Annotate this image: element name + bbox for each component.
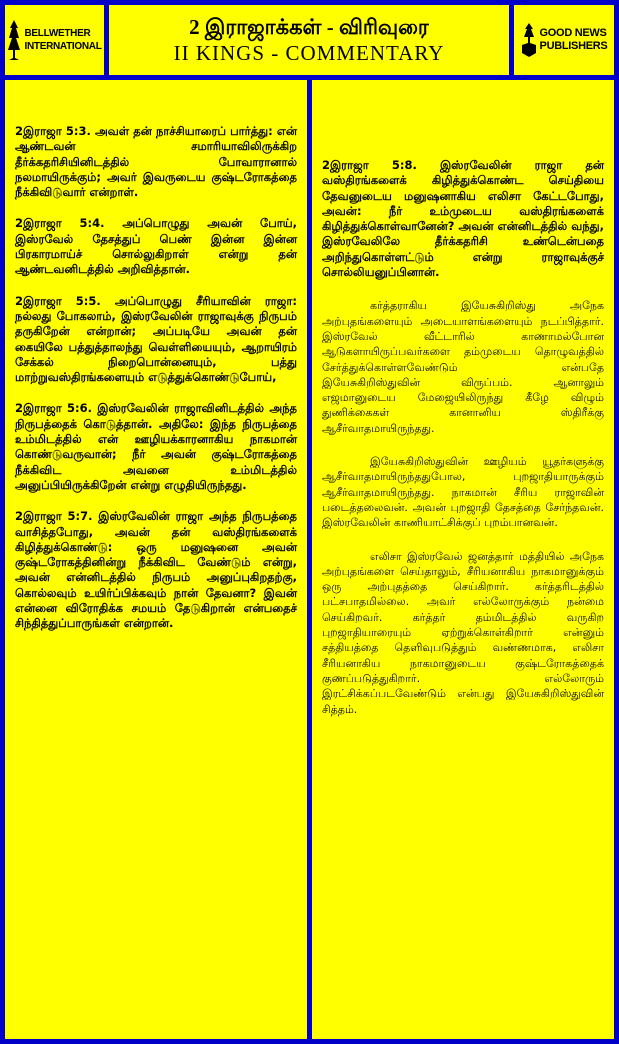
commentary-paragraph-2: இயேசுகிறிஸ்துவின் ஊழியம் யூதர்களுக்கு ஆசீர்வாதமாயிருந்ததுபோல, புறஜாதியாருக்கும் ஆசீர்வாதமாயிருந்தது. நாகமான் சீரிய ராஜாவின் படைத்தலைவன். அவன் புறஜாதி தேசத்தை சேர்ந்தவன். இஸ்ரவேலின் காணியாட்சிக்குப் புறம்பானவன். — [322, 455, 604, 530]
left-logo-line-2: INTERNATIONAL — [24, 41, 102, 52]
left-column — [5, 80, 307, 1039]
left-logo-line-1: BELLWETHER — [24, 28, 91, 39]
right-column — [312, 80, 614, 1039]
left-logo-box — [5, 5, 104, 75]
commentary-paragraph-1: கர்த்தராகிய இயேசுகிறிஸ்து அநேக அற்புதங்களையும் அடையாளங்களையும் நடப்பித்தார். இஸ்ரவேல் வீட்டாரில் காணாமல்போன ஆடுகளாயிருப்பவர்களை தம்முடைய தொழுவத்தில் சேர்த்துக்கொள்ளவேண்டும் என்பதே இயேசுகிறிஸ்துவின் விருப்பம். ஆனாலும் எஜமானுடைய மேஜையிலிருந்து கீழே விழும் துணிக்கைகள் கானானிய ஸ்திரீக்கு ஆசீர்வாதமாயிருந்தது. — [322, 299, 604, 435]
good-news-logo — [521, 23, 608, 57]
commentary-paragraph-3: எலிசா இஸ்ரவேல் ஜனத்தார் மத்தியில் அநேக அற்புதங்களை செய்தாலும், சீரியனாகிய நாகமானுக்கும் ஒரு அற்புதத்தை செய்கிறார். கர்த்தரிடத்தில் பட்சபாதமில்லை. அவர் எல்லோருக்கும் நன்மை செய்கிறவர். கர்த்தர் தம்மிடத்தில் வருகிற புறஜாதியாரையும் ஏற்றுக்கொள்கிறார் என்னும் சத்தியத்தை தெளிவுபடுத்தும் வண்ணமாக, எலிசா சீரியனாகிய நாகமானுடைய குஷ்டரோகத்தைக் குணப்படுத்துகிறார். எல்லோரும் இரட்சிக்கப்படவேண்டும் என்பது இயேசுகிறிஸ்துவின் சித்தம். — [322, 549, 604, 716]
verse-5-8: 2இராஜா 5:8. இஸ்ரவேலின் ராஜா தன் வஸ்திரங்களைக் கிழித்துக்கொண்ட செய்தியை தேவனுடைய மனுஷனாகிய எலிசா கேட்டபோது, அவன்: நீர் உம்முடைய வஸ்திரங்களைக் கிழித்துக்கொள்வானேன்? அவன் என்னிடத்தில் வந்து, இஸ்ரவேலிலே தீர்க்கதரிசி உண்டென்பதை அறிந்துகொள்ளட்டும் என்று ராஜாவுக்குச் சொல்லியனுப்பினான். — [322, 158, 604, 280]
right-logo-line-2: PUBLISHERS — [539, 40, 608, 52]
right-logo-line-1: GOOD NEWS — [539, 27, 607, 39]
title-english: II KINGS - COMMENTARY — [173, 41, 445, 65]
verse-5-7: 2இராஜா 5:7. இஸ்ரவேலின் ராஜா அந்த நிருபத்தை வாசித்தபோது, அவன் தன் வஸ்திரங்களைக் கிழித்துக்கொண்டு: ஒரு மனுஷனை அவன் குஷ்டரோகத்தினின்று நீக்கிவிட வேண்டும் என்று, அவன் என்னிடத்தில் நிருபம் அனுப்புகிறதற்கு, கொல்லவும் உயிர்ப்பிக்கவும் நான் தேவனா? இவன் என்னை விரோதிக்க சமயம் தேடுகிறான் என்பதைச் சிந்தித்துப்பாருங்கள் என்றான். — [15, 509, 297, 631]
verse-5-6: 2இராஜா 5:6. இஸ்ரவேலின் ராஜாவினிடத்தில் அந்த நிருபத்தைக் கொடுத்தான். அதிலே: இந்த நிருபத்தை உம்மிடத்தில் என் ஊழியக்காரனாகிய நாகமான் கொண்டுவருவான்; நீர் அவன் குஷ்டரோகத்தை நீக்கிவிட அவனை உம்மிடத்தில் அனுப்பியிருக்கிறேன் என்று எழுதியிருந்தது. — [15, 401, 297, 492]
verse-5-3: 2இராஜா 5:3. அவள் தன் நாச்சியாரைப் பார்த்து: என் ஆண்டவன் சமாரியாவிலிருக்கிற தீர்க்கதரிசியினிடத்தில் போவாரானால் நலமாயிருக்கும்; அவர் இவருடைய குஷ்டரோகத்தை நீக்கிவிடுவார் என்றாள். — [15, 124, 297, 200]
title-tamil: 2 இராஜாக்கள் - விரிவுரை — [189, 15, 429, 39]
bellwether-logo — [7, 20, 101, 60]
right-logo-box — [514, 5, 614, 75]
verse-5-4: 2இராஜா 5:4. அப்பொழுது அவன் போய், இஸ்ரவேல் தேசத்துப் பெண் இன்ன இன்ன பிரகாரமாய்ச் சொல்லுகிறாள் என்று தன் ஆண்டவனிடத்தில் அறிவித்தான். — [15, 216, 297, 277]
bellwether-icon — [7, 20, 21, 60]
verse-5-5: 2இராஜா 5:5. அப்பொழுது சீரியாவின் ராஜா: நல்லது போகலாம், இஸ்ரவேலின் ராஜாவுக்கு நிருபம் தருகிறேன் என்றான்; அப்படியே அவன் தன் கையிலே பத்துத்தாலந்து வெள்ளியையும், ஆறாயிரம் சேக்கல் நிறைபொன்னையும், பத்து மாற்றுவஸ்திரங்களையும் எடுத்துக்கொண்டுபோய், — [15, 293, 297, 385]
book-icon — [521, 23, 537, 57]
title-box — [109, 5, 509, 75]
